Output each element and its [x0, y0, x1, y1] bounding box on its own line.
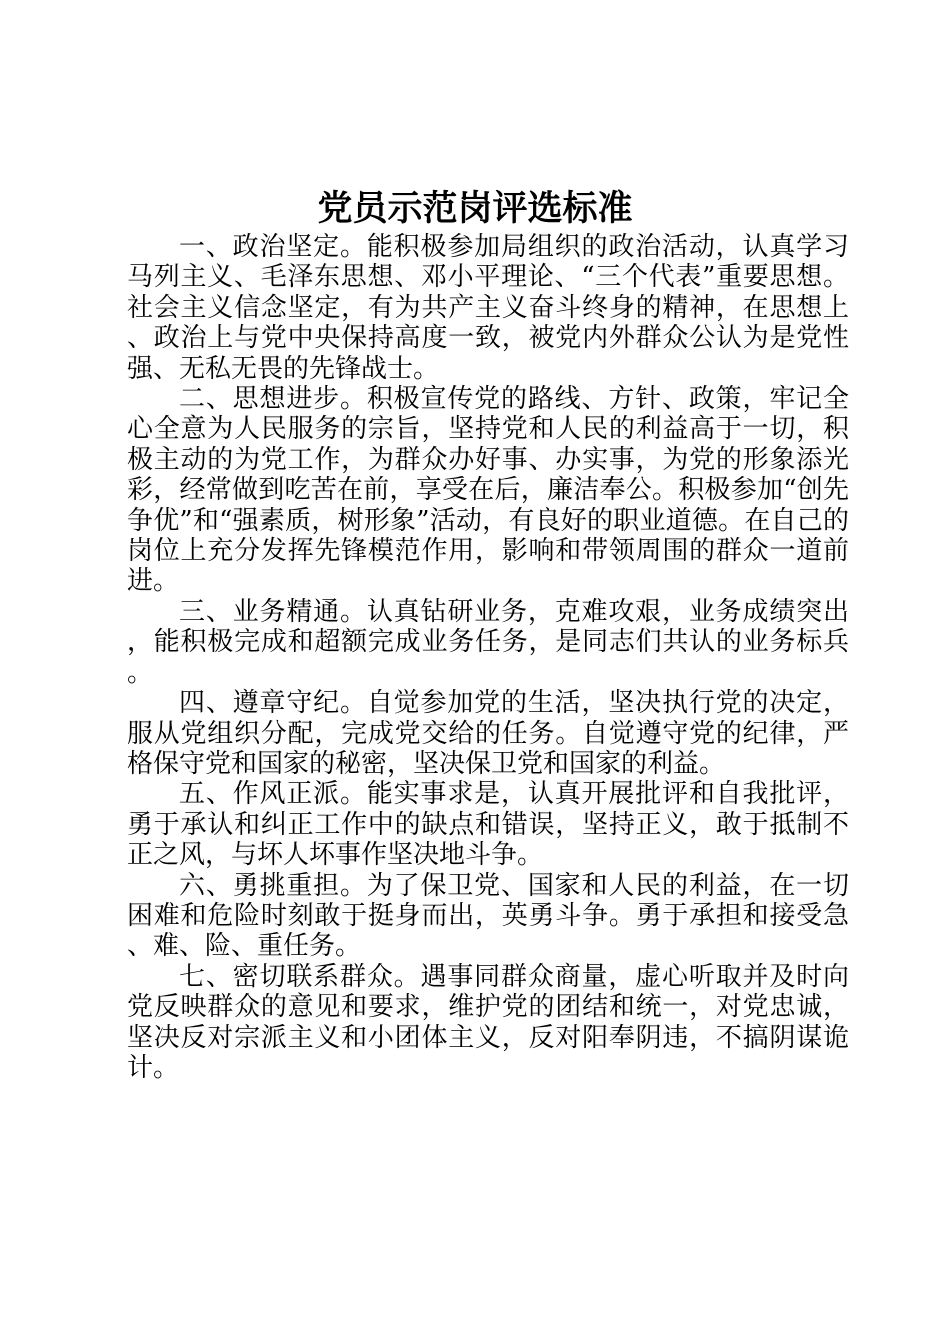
- paragraph-business: 三、业务精通。认真钻研业务，克难攻艰，业务成绩突出，能积极完成和超额完成业务任务，是同志们共认的业务标兵。: [127, 596, 849, 688]
- paragraph-masses: 七、密切联系群众。遇事同群众商量，虚心听取并及时向党反映群众的意见和要求，维护党的团结和统一，对党忠诚，坚决反对宗派主义和小团体主义，反对阳奉阴违，不搞阴谋诡计。: [127, 961, 849, 1083]
- paragraph-political: 一、政治坚定。能积极参加局组织的政治活动，认真学习马列主义、毛泽东思想、邓小平理论、“三个代表”重要思想。社会主义信念坚定，有为共产主义奋斗终身的精神，在思想上、政治上与党中央保持高度一致，被党内外群众公认为是党性强、无私无畏的先锋战士。: [127, 232, 849, 384]
- paragraph-responsibility: 六、勇挑重担。为了保卫党、国家和人民的利益，在一切困难和危险时刻敢于挺身而出，英勇斗争。勇于承担和接受急、难、险、重任务。: [127, 870, 849, 962]
- paragraph-discipline: 四、遵章守纪。自觉参加党的生活，坚决执行党的决定，服从党组织分配，完成党交给的任务。自觉遵守党的纪律，严格保守党和国家的秘密，坚决保卫党和国家的利益。: [127, 688, 849, 779]
- paragraph-thought: 二、思想进步。积极宣传党的路线、方针、政策，牢记全心全意为人民服务的宗旨，坚持党和人民的利益高于一切，积极主动的为党工作，为群众办好事、办实事，为党的形象添光彩，经常做到吃苦在前，享受在后，廉洁奉公。积极参加“创先争优”和“强素质，树形象”活动，有良好的职业道德。在自己的岗位上充分发挥先锋模范作用，影响和带领周围的群众一道前进。: [127, 384, 849, 597]
- document-body: [127, 232, 849, 1083]
- paragraph-style: 五、作风正派。能实事求是，认真开展批评和自我批评，勇于承认和纠正工作中的缺点和错误，坚持正义，敢于抵制不正之风，与坏人坏事作坚决地斗争。: [127, 779, 849, 871]
- document-title: 党员示范岗评选标准: [317, 188, 633, 229]
